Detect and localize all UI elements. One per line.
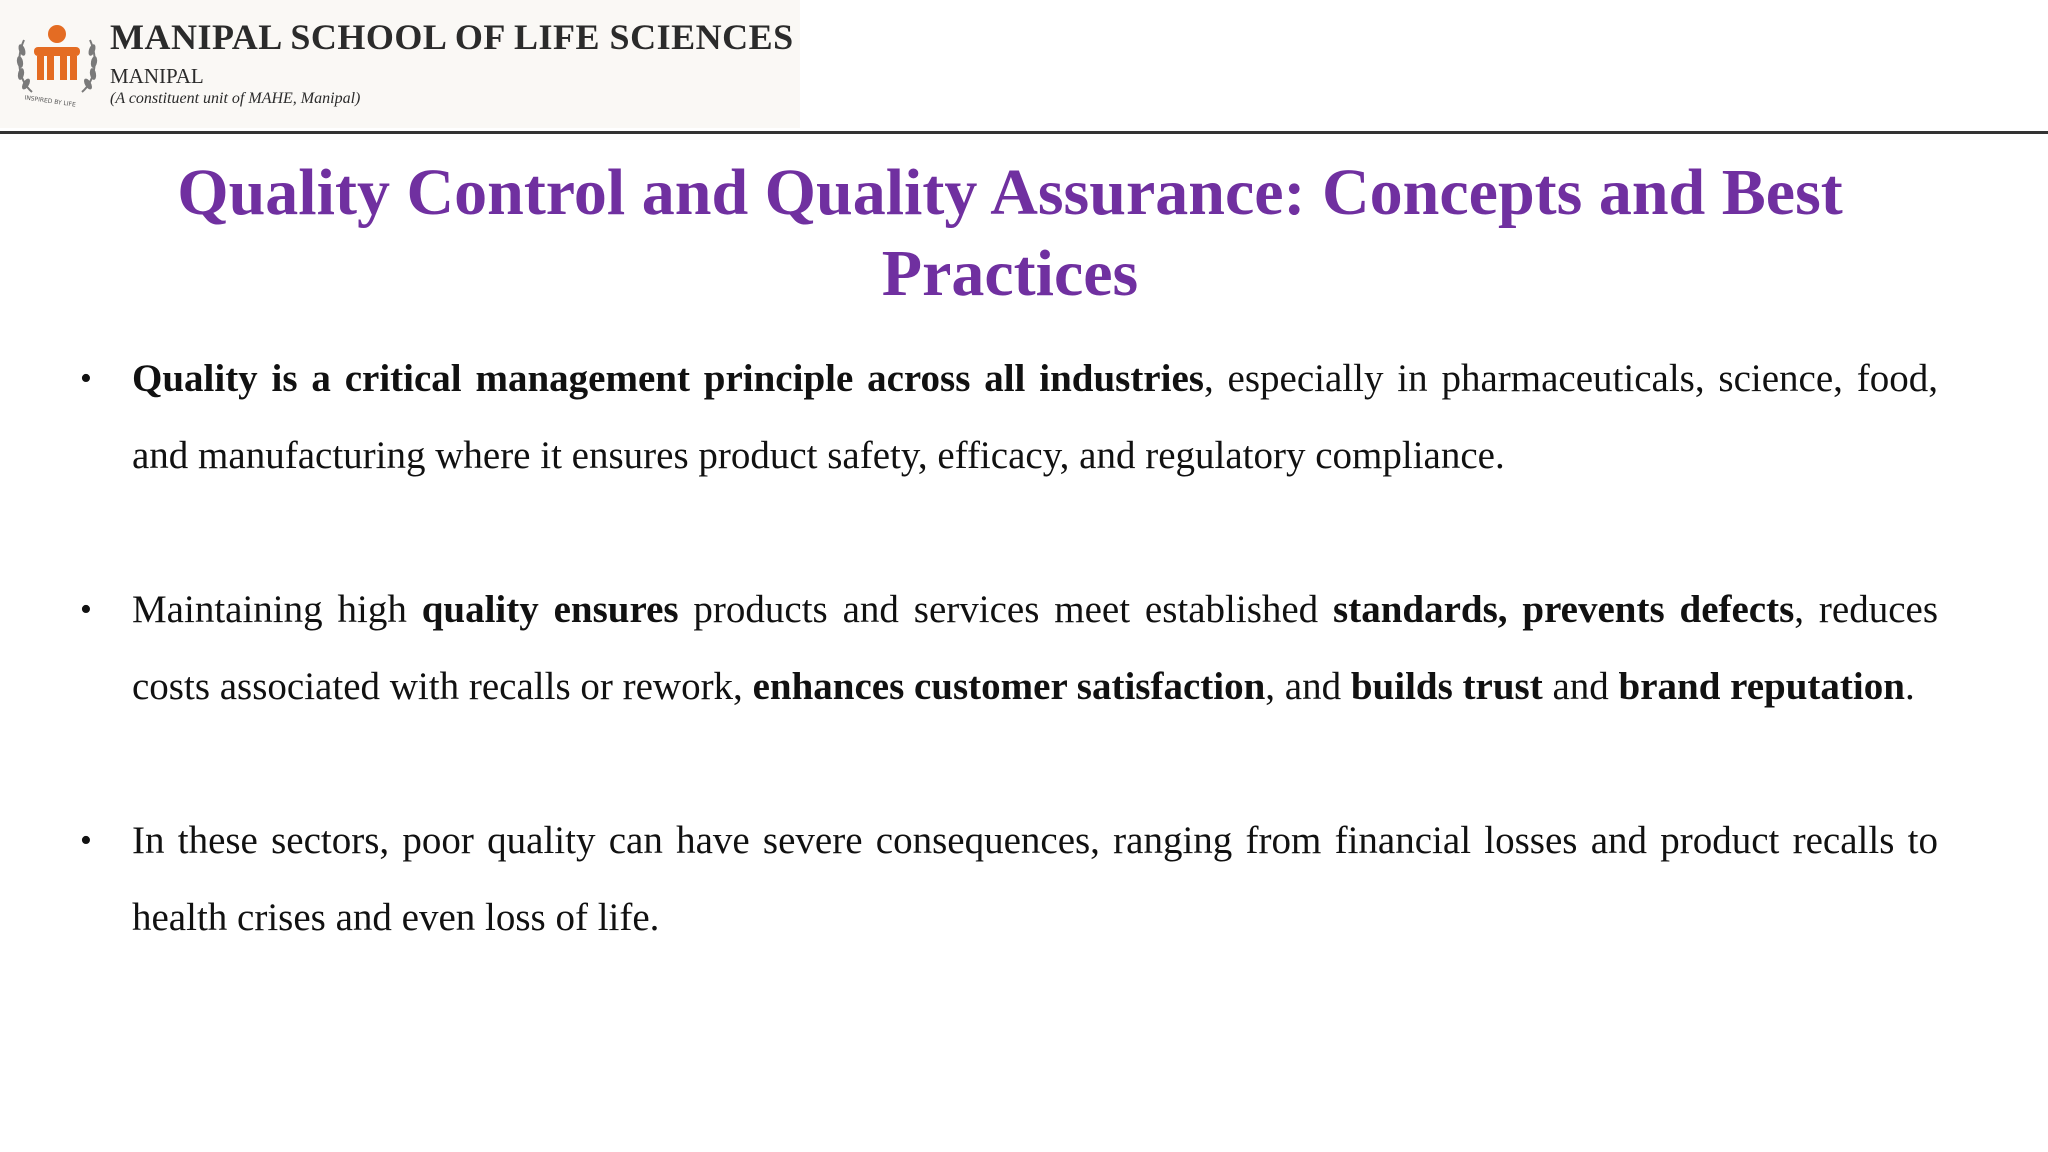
body-text: , and <box>1265 665 1351 708</box>
bold-text: enhances customer satisfaction <box>752 665 1266 708</box>
body-text: , reduces costs associated with recalls or rework, <box>132 588 1939 708</box>
manipal-laurel-logo-icon <box>12 14 102 110</box>
bullet-marker: • <box>80 360 92 397</box>
body-text: and <box>1542 665 1619 708</box>
bold-text: quality ensures <box>421 588 679 631</box>
bold-text: Quality is a critical management principle across all industries <box>132 357 1204 400</box>
institution-name: MANIPAL SCHOOL OF LIFE SCIENCES <box>110 17 794 57</box>
bullet-item <box>80 571 1938 725</box>
slide-header <box>0 0 800 128</box>
bullet-item <box>80 802 1938 956</box>
svg-text:INSPIRED BY LIFE: INSPIRED BY LIFE <box>24 94 77 109</box>
bold-text: brand reputation <box>1618 665 1905 708</box>
bold-text: builds trust <box>1350 665 1543 708</box>
bold-text: standards, prevents defects <box>1333 588 1795 631</box>
body-text: . <box>1904 665 1915 708</box>
body-text: products and services meet established <box>678 588 1334 631</box>
bullet-list <box>80 340 1938 956</box>
body-text: Maintaining high <box>132 588 422 631</box>
institution-unit-note: (A constituent unit of MAHE, Manipal) <box>110 90 361 107</box>
bullet-item <box>80 340 1938 494</box>
slide-title: Quality Control and Quality Assurance: Concepts and Best Practices <box>177 156 1843 310</box>
bullet-marker: • <box>80 822 92 859</box>
header-divider <box>0 131 2048 134</box>
institution-city: MANIPAL <box>110 64 204 88</box>
bullet-marker: • <box>80 591 92 628</box>
body-text: In these sectors, poor quality can have severe consequences, ranging from financial losses and product recalls to health crises and even loss of life. <box>132 819 1938 939</box>
body-text: , especially in pharmaceuticals, science, food, and manufacturing where it ensures product safety, efficacy, and regulatory compliance. <box>132 357 1938 477</box>
